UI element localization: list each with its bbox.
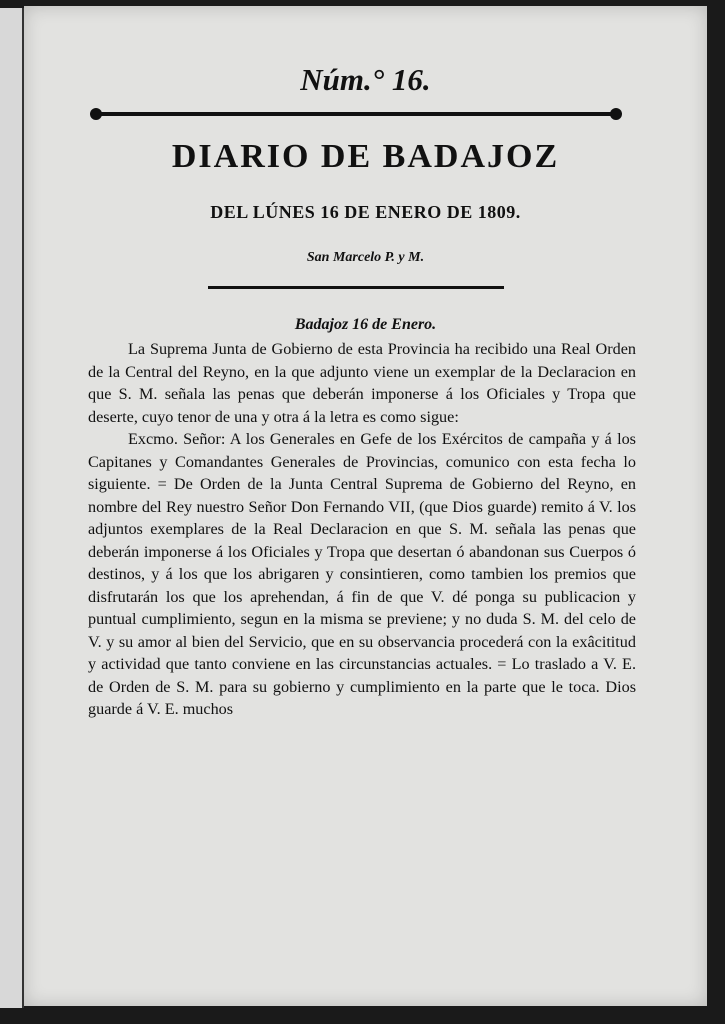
issue-date: DEL LÚNES 16 DE ENERO DE 1809. — [210, 202, 521, 222]
paragraph-1: La Suprema Junta de Gobierno de esta Provincia ha recibido una Real Orden de la Central del Reyno, en la que adjunto viene un exemplar de la Declaracion en que S. M. señala las penas que deberán imponerse á los Oficiales y Tropa que deserte, cuyo tenor de una y otra á la letra es como sigue: — [88, 340, 636, 426]
previous-page-edge — [0, 8, 24, 1008]
divider-rule — [208, 286, 504, 289]
issue-number: Núm.° 16. — [300, 62, 431, 97]
newspaper-page — [24, 6, 707, 1006]
saint-of-day: San Marcelo P. y M. — [306, 250, 425, 265]
paragraph-2: Excmo. Señor: A los Generales en Gefe de los Exércitos de campaña y á los Capitanes y Comandantes Generales de Provincias, comunico con esta fecha lo siguiente. = De Orden de la Junta Central Suprema de Gobierno del Reyno, en nombre del Rey nuestro Señor Don Fernando VII, (que Dios guarde) remito á V. los adjuntos exemplares de la Real Declaracion en que S. M. señala las penas que deberán imponerse á los Oficiales y Tropa que desertan ó abandonan sus Cuerpos ó destinos, y á los que los abrigaren y consintieren, como tambien los premios que disfrutarán los que los aprehendan, á fin de que V. dé ponga su publicacion y puntual cumplimiento, segun en la misma se previene; y no duda S. M. del celo de V. y su amor al bien del Servicio, que en su observancia procederá con la exâcititud y actividad que tanto conviene en las circunstancias actuales. = Lo traslado a V. E. de Orden de S. M. para su gobierno y cumplimiento en la parte que le toca. Dios guarde á V. E. muchos — [88, 430, 636, 718]
masthead-title: DIARIO DE BADAJOZ — [171, 138, 560, 175]
ornamental-rule — [96, 112, 616, 116]
article-dateline: Badajoz 16 de Enero. — [294, 316, 437, 333]
article-body — [88, 338, 636, 721]
